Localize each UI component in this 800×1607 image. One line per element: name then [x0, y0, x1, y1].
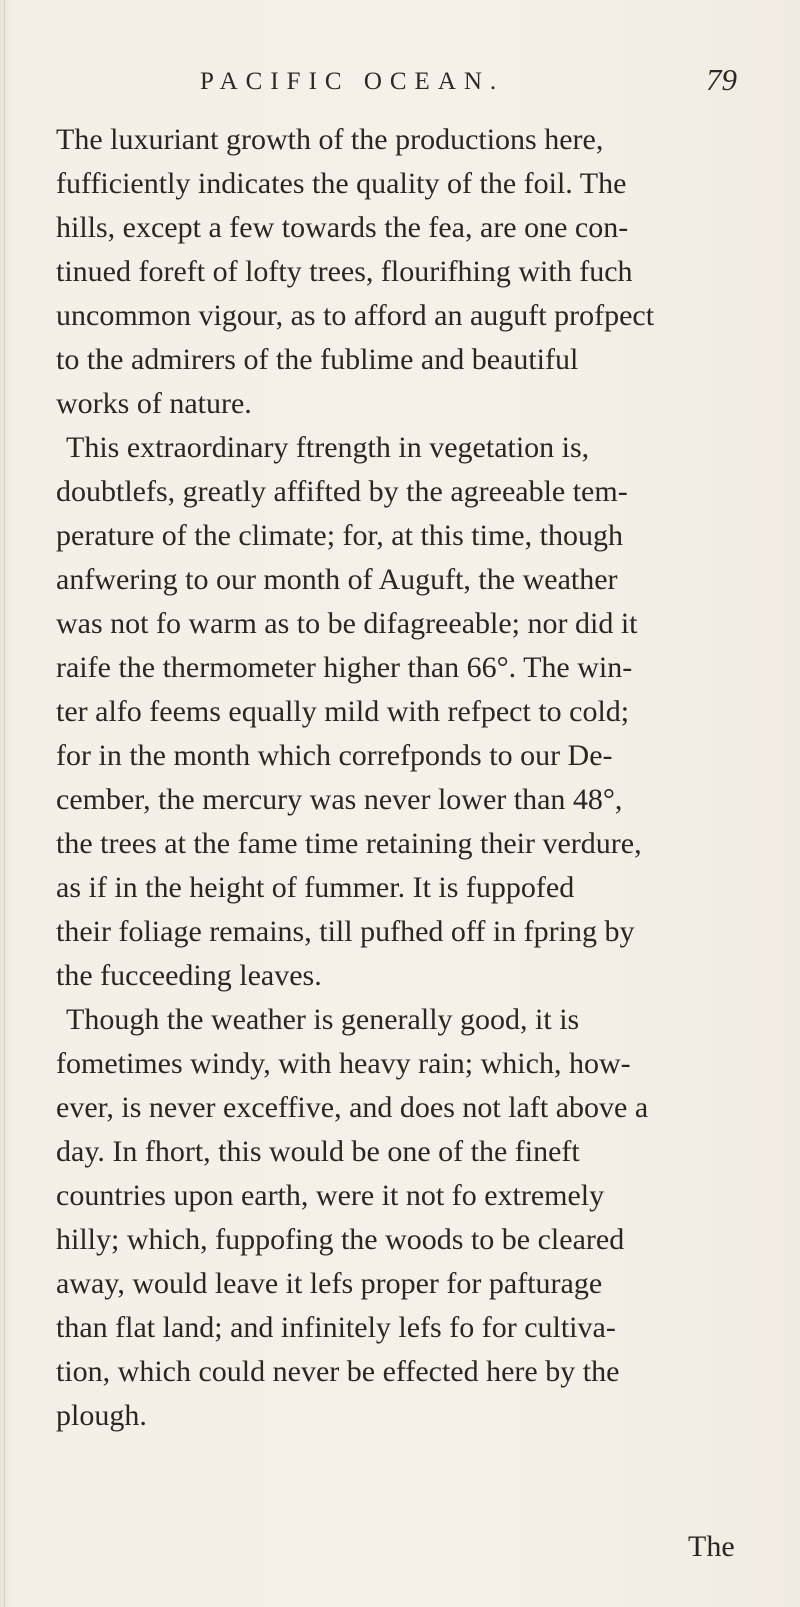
- text-line: the trees at the fame time retaining their verdure,: [56, 827, 642, 860]
- page-number: 79: [706, 62, 737, 97]
- text-line: to the admirers of the fublime and beautiful: [56, 343, 579, 376]
- text-line: Though the weather is generally good, it is: [66, 1003, 580, 1036]
- text-line: as if in the height of fummer. It is fuppofed: [56, 871, 575, 904]
- text-line: doubtlefs, greatly affifted by the agreeable tem-: [56, 475, 628, 508]
- text-line: for in the month which correfponds to our De-: [56, 739, 613, 772]
- text-line: uncommon vigour, as to afford an auguft profpect: [56, 299, 655, 332]
- text-line: than flat land; and infinitely lefs fo for cultiva-: [56, 1311, 616, 1344]
- text-line: cember, the mercury was never lower than 48°,: [56, 783, 623, 816]
- text-line: their foliage remains, till pufhed off in fpring by: [56, 915, 635, 948]
- text-line: fufficiently indicates the quality of the foil. The: [56, 167, 627, 200]
- page-gutter: [4, 0, 5, 1607]
- text-line: day. In fhort, this would be one of the fineft: [56, 1135, 580, 1168]
- text-line: tion, which could never be effected here by the: [56, 1355, 620, 1388]
- text-line: This extraordinary ftrength in vegetation is,: [66, 431, 590, 464]
- text-line: raife the thermometer higher than 66°. The win-: [56, 651, 633, 684]
- running-head: PACIFIC OCEAN.: [200, 68, 505, 95]
- text-line: perature of the climate; for, at this time, though: [56, 519, 623, 552]
- page-header: [0, 62, 800, 102]
- text-line: was not fo warm as to be difagreeable; nor did it: [56, 607, 638, 640]
- text-line: ter alfo feems equally mild with refpect to cold;: [56, 695, 630, 728]
- text-line: away, would leave it lefs proper for pafturage: [56, 1267, 603, 1300]
- text-line: plough.: [56, 1399, 147, 1432]
- text-line: the fucceeding leaves.: [56, 959, 322, 992]
- text-line: The luxuriant growth of the productions here,: [56, 123, 604, 156]
- catchword: The: [688, 1530, 735, 1563]
- text-line: countries upon earth, were it not fo extremely: [56, 1179, 605, 1212]
- text-line: works of nature.: [56, 387, 252, 420]
- text-line: hilly; which, fuppofing the woods to be cleared: [56, 1223, 625, 1256]
- text-line: hills, except a few towards the fea, are one con-: [56, 211, 629, 244]
- text-line: tinued foreft of lofty trees, flourifhing with fuch: [56, 255, 633, 288]
- text-line: fometimes windy, with heavy rain; which, how-: [56, 1047, 631, 1080]
- text-line: ever, is never exceffive, and does not laft above a: [56, 1091, 649, 1124]
- text-line: anfwering to our month of Auguft, the weather: [56, 563, 618, 596]
